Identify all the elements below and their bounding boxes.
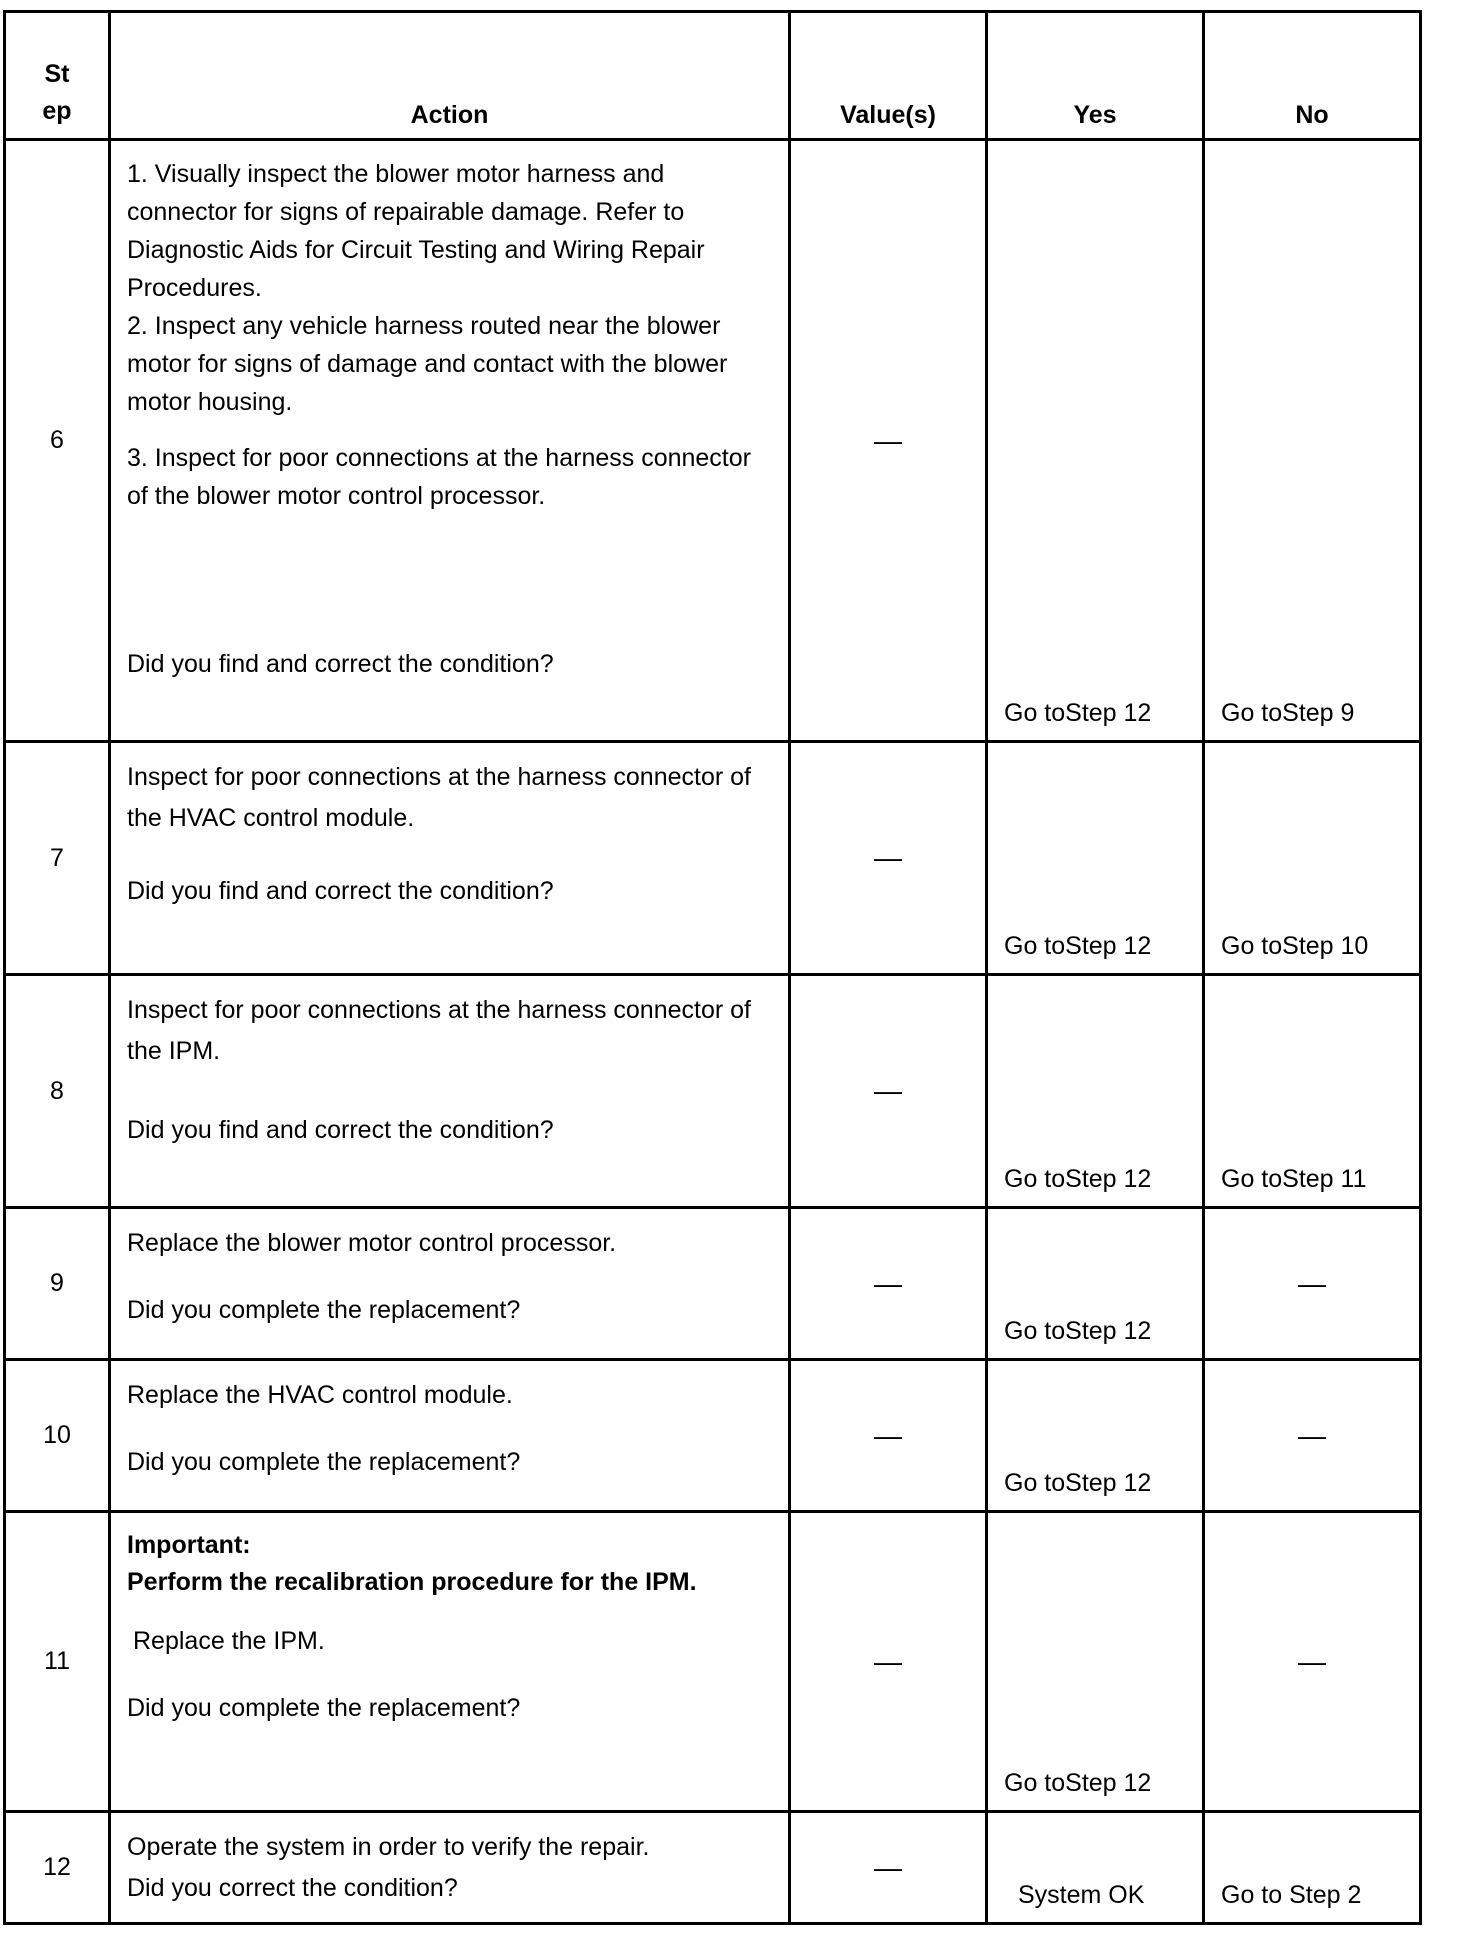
value-cell: —: [790, 1360, 987, 1512]
important-label: Important:: [127, 1531, 251, 1559]
no-cell: —: [1204, 1208, 1421, 1360]
yes-cell: System OK: [987, 1812, 1204, 1924]
step-number: 6: [5, 140, 110, 742]
action-text: Inspect for poor connections at the harness connector of the IPM.: [127, 996, 751, 1065]
header-no: No: [1204, 12, 1421, 140]
step-number: 7: [5, 742, 110, 975]
no-cell: Go to Step 2: [1204, 1812, 1421, 1924]
value-cell: —: [790, 1812, 987, 1924]
yes-cell: Go toStep 12: [987, 742, 1204, 975]
action-item-1: 1. Visually inspect the blower motor harness and connector for signs of repairable damage. Refer to Diagnostic Aids for Circuit Testing and Wiring Repair Procedures.: [127, 160, 705, 302]
yes-cell: Go toStep 12: [987, 140, 1204, 742]
action-item-2: 2. Inspect any vehicle harness routed near the blower motor for signs of damage and contact with the blower motor housing.: [127, 312, 728, 416]
step-number: 12: [5, 1812, 110, 1924]
action-question: Did you find and correct the condition?: [127, 1116, 554, 1144]
value-cell: —: [790, 140, 987, 742]
action-item-3: 3. Inspect for poor connections at the harness connector of the blower motor control processor.: [127, 444, 751, 510]
action-cell: [110, 140, 790, 742]
action-question: Did you complete the replacement?: [127, 1448, 521, 1476]
header-step: St ep: [5, 12, 110, 140]
table-row: [5, 140, 1421, 742]
value-cell: —: [790, 742, 987, 975]
yes-cell: Go toStep 12: [987, 1208, 1204, 1360]
action-question: Did you complete the replacement?: [127, 1694, 521, 1722]
header-row: [5, 12, 1421, 140]
table-row: [5, 1360, 1421, 1512]
table-row: [5, 1208, 1421, 1360]
action-cell: [110, 975, 790, 1208]
header-action: Action: [110, 12, 790, 140]
header-yes: Yes: [987, 12, 1204, 140]
action-text: Replace the HVAC control module.: [127, 1381, 513, 1409]
value-cell: —: [790, 1208, 987, 1360]
action-cell: [110, 742, 790, 975]
no-cell: Go toStep 9: [1204, 140, 1421, 742]
table-row: [5, 1812, 1421, 1924]
value-cell: —: [790, 975, 987, 1208]
step-number: 8: [5, 975, 110, 1208]
yes-cell: Go toStep 12: [987, 1512, 1204, 1812]
action-text: Inspect for poor connections at the harness connector of the HVAC control module.: [127, 763, 751, 832]
table-row: [5, 742, 1421, 975]
diagnostic-table: [3, 10, 1422, 1925]
action-question: Did you complete the replacement?: [127, 1296, 521, 1324]
action-cell: [110, 1512, 790, 1812]
step-number: 9: [5, 1208, 110, 1360]
yes-cell: Go toStep 12: [987, 1360, 1204, 1512]
table-row: [5, 1512, 1421, 1812]
yes-cell: Go toStep 12: [987, 975, 1204, 1208]
action-question: Did you correct the condition?: [127, 1874, 458, 1902]
no-cell: Go toStep 11: [1204, 975, 1421, 1208]
action-question: Did you find and correct the condition?: [127, 650, 554, 678]
action-text: Replace the blower motor control processor.: [127, 1229, 617, 1257]
no-cell: Go toStep 10: [1204, 742, 1421, 975]
step-number: 11: [5, 1512, 110, 1812]
no-cell: —: [1204, 1512, 1421, 1812]
value-cell: —: [790, 1512, 987, 1812]
action-question: Did you find and correct the condition?: [127, 877, 554, 905]
important-text: Perform the recalibration procedure for the IPM.: [127, 1568, 697, 1596]
header-values: Value(s): [790, 12, 987, 140]
table-row: [5, 975, 1421, 1208]
action-text: Operate the system in order to verify the repair.: [127, 1833, 650, 1861]
action-text: Replace the IPM.: [133, 1627, 325, 1655]
action-cell: [110, 1360, 790, 1512]
step-number: 10: [5, 1360, 110, 1512]
no-cell: —: [1204, 1360, 1421, 1512]
action-cell: [110, 1812, 790, 1924]
action-cell: [110, 1208, 790, 1360]
